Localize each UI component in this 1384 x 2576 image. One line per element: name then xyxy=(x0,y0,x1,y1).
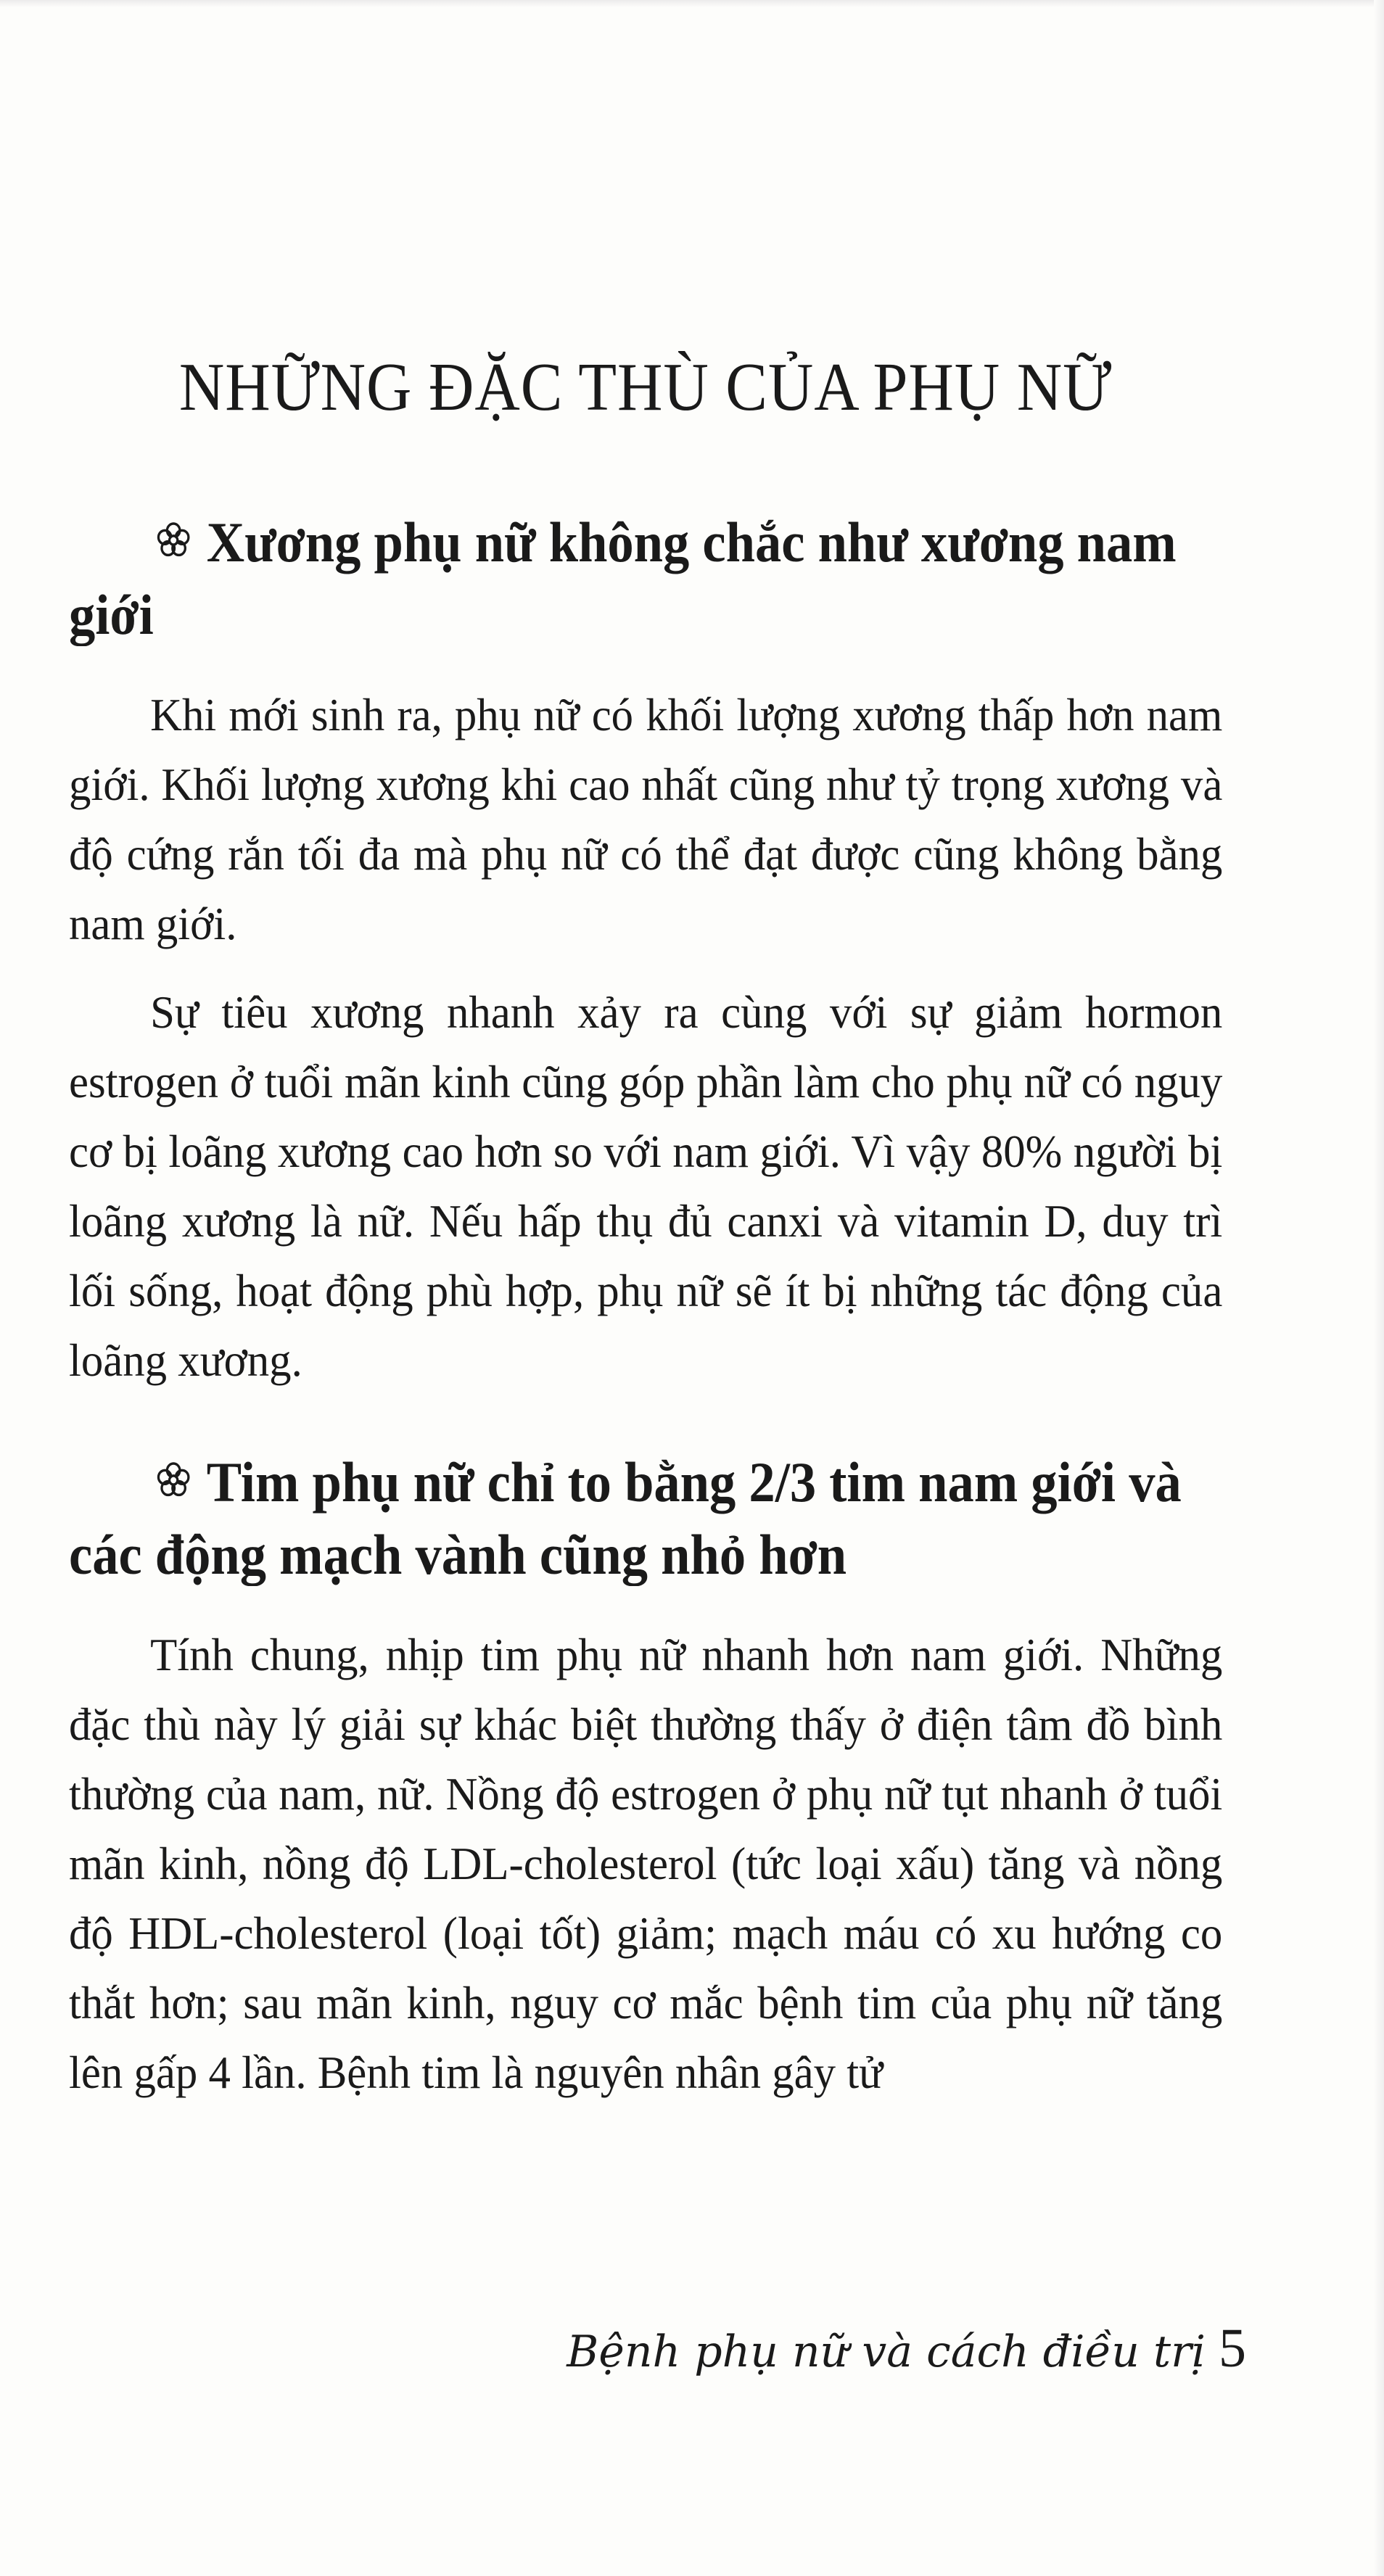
page-content xyxy=(69,348,1222,2158)
section-bones xyxy=(69,506,1222,1395)
section-heading-text: Tim phụ nữ chỉ to bằng 2/3 tim nam giới và các động mạch vành cũng nhỏ hơn xyxy=(69,1450,1182,1587)
page-right-edge xyxy=(1374,0,1384,2576)
flower-icon xyxy=(155,521,191,560)
section-heart xyxy=(69,1446,1222,2108)
page-top-edge xyxy=(0,0,1384,7)
paragraph: Khi mới sinh ra, phụ nữ có khối lượng xương thấp hơn nam giới. Khối lượng xương khi cao nhất cũng như tỷ trọng xương và độ cứng rắn tối đa mà phụ nữ có thể đạt được cũng không bằng nam giới. xyxy=(69,689,1223,950)
paragraph: Sự tiêu xương nhanh xảy ra cùng với sự giảm hormon estrogen ở tuổi mãn kinh cũng góp phần làm cho phụ nữ có nguy cơ bị loãng xương cao hơn so với nam giới. Vì vậy 80% người bị loãng xương là nữ. Nếu hấp thụ đủ canxi và vitamin D, duy trì lối sống, hoạt động phù hợp, phụ nữ sẽ ít bị những tác động của loãng xương. xyxy=(69,986,1223,1387)
section-heading xyxy=(69,506,1216,651)
section-heading xyxy=(69,1446,1216,1591)
page-number: 5 xyxy=(1219,2318,1246,2379)
page-footer xyxy=(567,2317,1246,2380)
flower-icon xyxy=(155,1461,191,1500)
chapter-title: NHỮNG ĐẶC THÙ CỦA PHỤ NỮ xyxy=(178,350,1113,425)
paragraph: Tính chung, nhịp tim phụ nữ nhanh hơn nam giới. Những đặc thù này lý giải sự khác biệt thường thấy ở điện tâm đồ bình thường của nam, nữ. Nồng độ estrogen ở phụ nữ tụt nhanh ở tuổi mãn kinh, nồng độ LDL-cholesterol (tức loại xấu) tăng và nồng độ HDL-cholesterol (loại tốt) giảm; mạch máu có xu hướng co thắt hơn; sau mãn kinh, nguy cơ mắc bệnh tim của phụ nữ tăng lên gấp 4 lần. Bệnh tim là nguyên nhân gây tử xyxy=(69,1629,1223,2099)
footer-book-title: Bệnh phụ nữ và cách điều trị xyxy=(567,2327,1206,2377)
section-heading-text: Xương phụ nữ không chắc như xương nam giới xyxy=(69,511,1177,647)
